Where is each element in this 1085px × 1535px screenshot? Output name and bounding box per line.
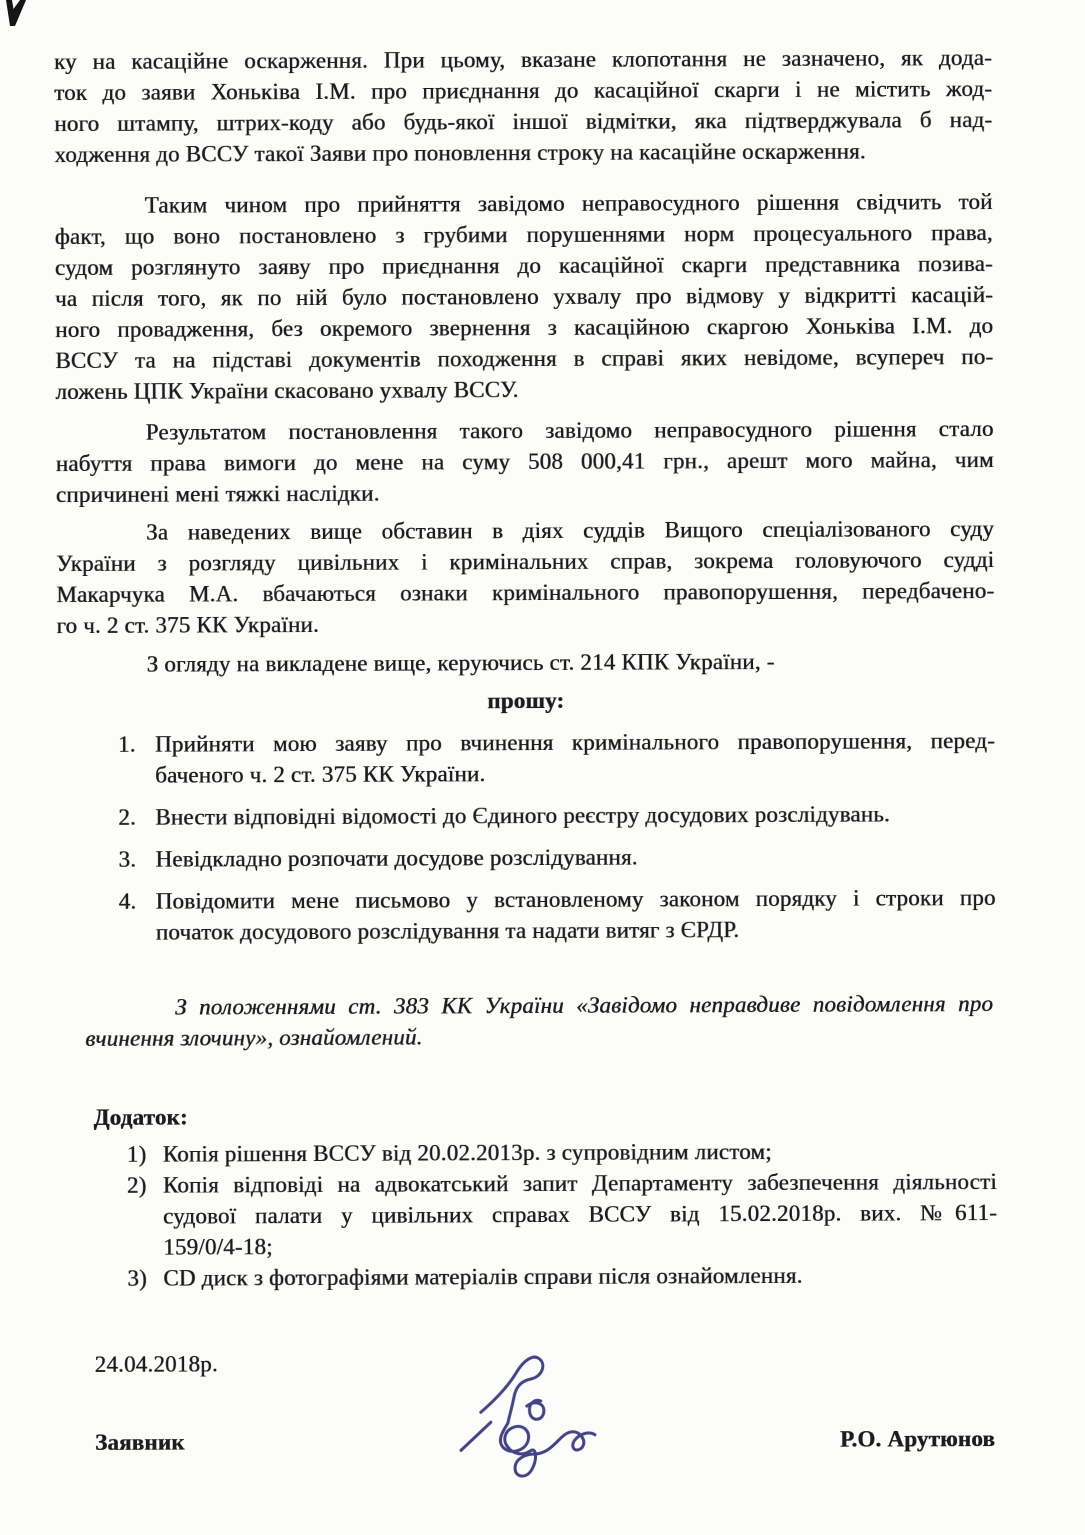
text-line: Повідомити мене письмово у встановленому законом порядку і строки про bbox=[155, 885, 996, 914]
applicant-label: Заявник bbox=[94, 1429, 185, 1455]
paragraph-2 bbox=[54, 186, 993, 407]
text-line: ча після того, як по ній було постановлено ухвалу про відмову у відкритті касацій- bbox=[54, 282, 993, 312]
attachment-item-3 bbox=[59, 1259, 997, 1294]
text-line: ного провадження, без окремого звернення з касаційною скаргою Хоньківа І.М. до bbox=[55, 313, 994, 343]
text-line: набуття права вимоги до мене на суму 508 000,41 грн., арешт мого майна, чим bbox=[55, 447, 994, 477]
request-list bbox=[57, 725, 996, 959]
text-line: Прийняти мою заяву про вчинення кримінального правопорушення, перед- bbox=[154, 728, 995, 757]
text-line: початок досудового розслідування та надати витяг з ЄРДР. bbox=[155, 917, 740, 945]
text-line: ку на касаційне оскарження. При цьому, вказане клопотання не зазначено, як дода- bbox=[53, 45, 992, 75]
text-line: судом розглянуто заяву про приєднання до касаційної скарги представника позива- bbox=[54, 251, 993, 281]
item-number: 1) bbox=[126, 1141, 147, 1167]
document-date: 24.04.2018р. bbox=[94, 1351, 218, 1377]
request-item-2 bbox=[57, 798, 995, 833]
text-line: го ч. 2 ст. 375 КК України. bbox=[56, 611, 319, 639]
text-line: спричинені мені тяжкі наслідки. bbox=[55, 480, 380, 508]
text-line: Внести відповідні відомості до Єдиного реєстру досудових розслідувань. bbox=[155, 801, 890, 830]
text-line: ложень ЦПК України скасовано ухвалу ВССУ. bbox=[55, 377, 519, 405]
text-line: баченого ч. 2 ст. 375 КК України. bbox=[154, 761, 486, 788]
text-line: За наведених вище обставин в діях суддів Вищого спеціалізованого суду bbox=[145, 516, 995, 545]
item-number: 2) bbox=[126, 1172, 147, 1198]
signature-main-stroke bbox=[481, 1357, 544, 1423]
text-line: З огляду на викладене вище, керуючись ст. 214 КПК України, - bbox=[146, 648, 775, 677]
paragraph-5 bbox=[56, 645, 994, 680]
text-line: Макарчука М.А. вбачаються ознаки кримінального правопорушення, передбачено- bbox=[56, 578, 995, 608]
text-line: вчинення злочину», ознайомлений. bbox=[85, 1024, 423, 1051]
item-number: 3. bbox=[118, 846, 137, 872]
text-line: Копія відповіді на адвокатський запит Департаменту забезпечення діяльності bbox=[162, 1169, 997, 1198]
text-line: Копія рішення ВССУ від 20.02.2013р. з супровідним листом; bbox=[162, 1139, 772, 1167]
attachment-item-2 bbox=[59, 1166, 997, 1263]
applicant-name: Р.О. Арутюнов bbox=[839, 1426, 995, 1452]
text-line: ВССУ та на підставі документів походження в справі яких невідоме, всупереч по- bbox=[55, 344, 994, 374]
paragraph-4 bbox=[56, 513, 995, 641]
attachment-item-1 bbox=[59, 1135, 997, 1170]
text-line: ходження до ВССУ такої Заяви про поновлення строку на касаційне оскарження. bbox=[54, 138, 866, 168]
text-line: CD диск з фотографіями матеріалів справи після ознайомлення. bbox=[163, 1262, 803, 1291]
request-heading: прошу: bbox=[487, 687, 565, 714]
text-line: факт, що воно постановлено з грубими порушеннями норм процесуального права, bbox=[54, 220, 993, 250]
text-line: ток до заяви Хоньківа І.М. про приєднання до касаційної скарги і не містить жод- bbox=[53, 76, 993, 106]
acknowledgement-paragraph bbox=[85, 988, 993, 1054]
signature-loop-stroke bbox=[527, 1400, 544, 1419]
text-line: судової палати у цивільних справах ВССУ від 15.02.2018р. вих. №611- bbox=[162, 1200, 998, 1229]
item-number: 2. bbox=[118, 804, 136, 830]
text-line: З положеннями ст. 383 КК України «Завідомо неправдиве повідомлення про bbox=[174, 991, 994, 1020]
text-line: Невідкладно розпочати досудове розслідування. bbox=[155, 844, 638, 872]
paragraph-1 bbox=[54, 42, 993, 170]
text-line: Результатом постановлення такого завідомо неправосудного рішення стало bbox=[145, 416, 994, 445]
text-line: Таким чином про прийняття завідомо неправосудного рішення свідчить той bbox=[144, 189, 993, 218]
text-line: 159/0/4-18; bbox=[163, 1234, 273, 1260]
signature-row bbox=[95, 1426, 995, 1456]
item-number: 1. bbox=[117, 731, 136, 757]
request-item-1 bbox=[57, 725, 995, 791]
request-item-3 bbox=[57, 840, 995, 875]
attachments-heading: Додаток: bbox=[93, 1104, 188, 1130]
item-number: 3) bbox=[127, 1265, 147, 1291]
paragraph-3 bbox=[55, 413, 993, 510]
item-number: 4. bbox=[118, 888, 137, 914]
request-item-4 bbox=[58, 882, 996, 948]
text-line: ного штампу, штрих-коду або будь-якої іншої відмітки, яка підтверджувала б над- bbox=[54, 107, 993, 137]
text-line: України з розгляду цивільних і кримінальних справ, зокрема головуючого судді bbox=[56, 547, 995, 577]
signature-image bbox=[453, 1350, 624, 1491]
attachments-list bbox=[59, 1135, 998, 1294]
